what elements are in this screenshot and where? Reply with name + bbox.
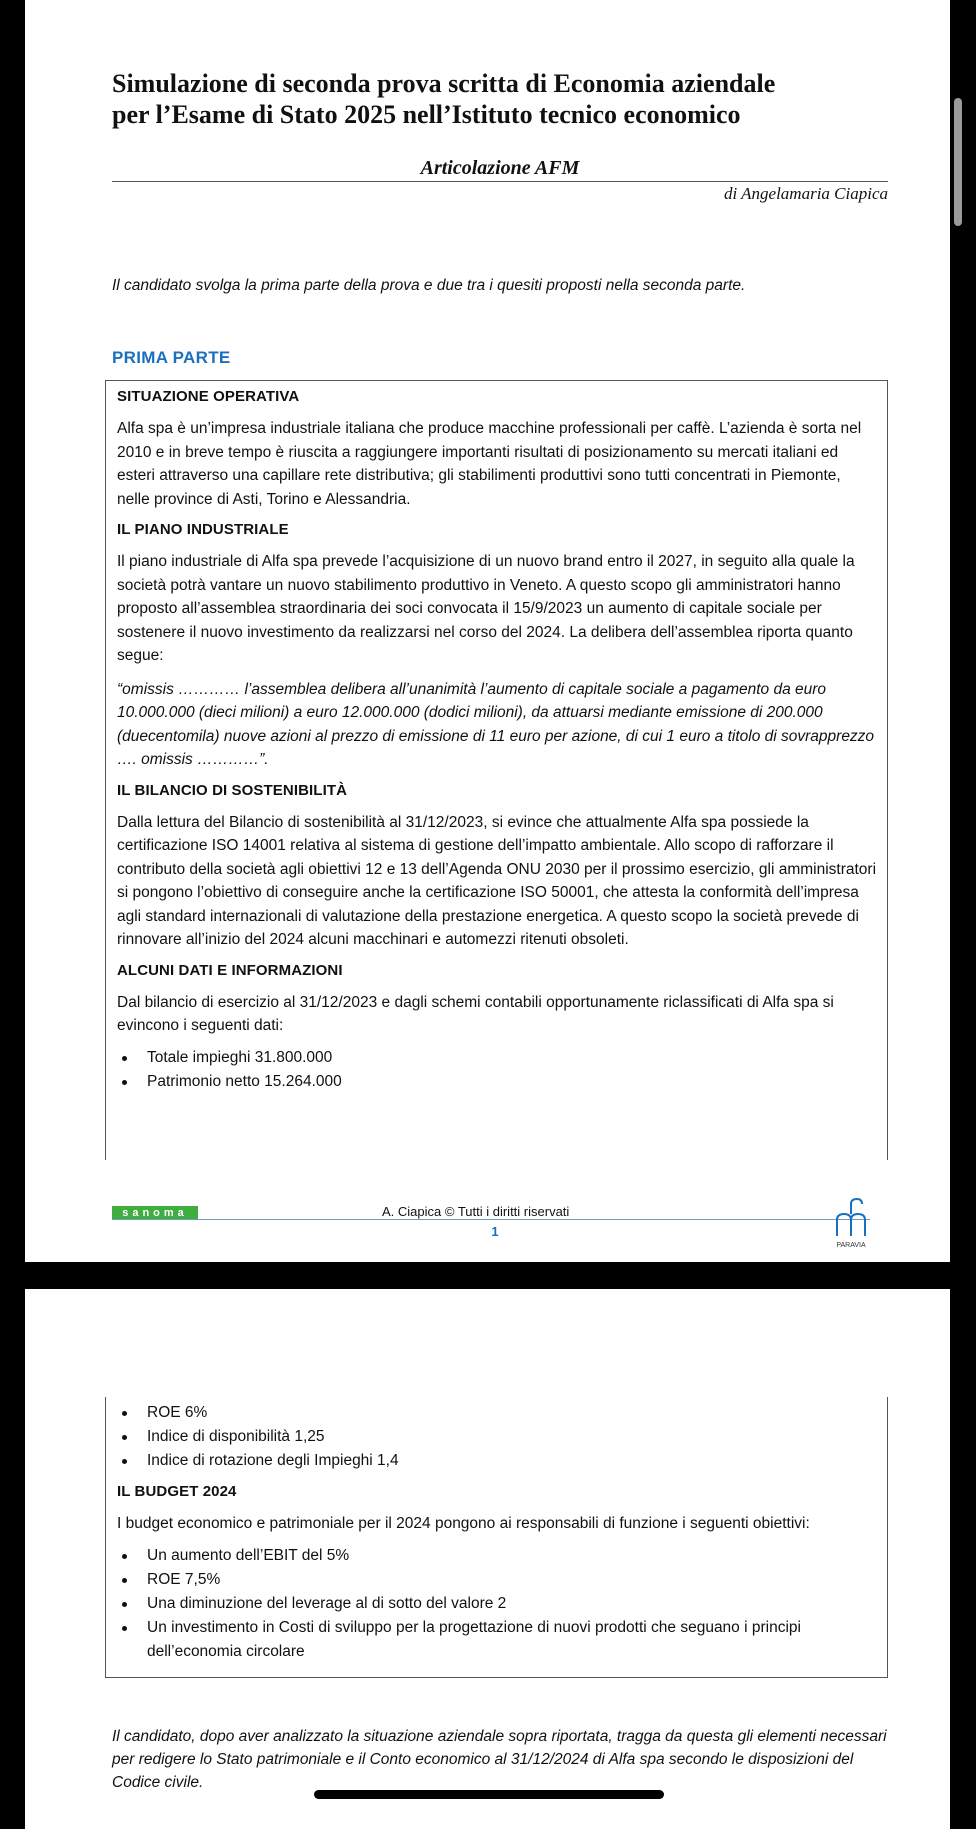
list-item: ROE 7,5%	[147, 1568, 876, 1592]
list-item: ROE 6%	[147, 1401, 876, 1425]
title-divider	[112, 181, 888, 182]
heading-dati-informazioni: ALCUNI DATI E INFORMAZIONI	[117, 961, 343, 979]
data-list-page-1	[117, 1046, 876, 1094]
scenario-box	[105, 380, 888, 1160]
page-number: 1	[491, 1224, 499, 1239]
title-line-2: per l’Esame di Stato 2025 nell’Istituto tecnico economico	[112, 100, 741, 129]
quote-delibera: “omissis ………… l’assemblea delibera all’unanimità l’aumento di capitale sociale a pagamento da euro 10.000.000 (dieci milioni) a euro 12.000.000 (dodici milioni), da attuarsi mediante emissione di 200.000 (duecentomila) nuove azioni al prezzo di emissione di 11 euro per azione, di cui 1 euro a titolo di sovrapprezzo …. omissis …………”.	[117, 680, 875, 768]
heading-piano-industriale: IL PIANO INDUSTRIALE	[117, 521, 289, 538]
paravia-logo-icon	[831, 1196, 871, 1252]
document-author: di Angelamaria Ciapica	[723, 184, 888, 203]
document-page-1	[25, 0, 950, 1262]
footer-copyright: A. Ciapica © Tutti i diritti riservati	[382, 1204, 570, 1219]
vertical-scrollbar[interactable]	[954, 98, 962, 226]
document-subtitle: Articolazione AFM	[420, 157, 580, 179]
list-item: Totale impieghi 31.800.000	[147, 1046, 876, 1070]
sanoma-logo: sanoma	[112, 1206, 198, 1220]
list-item: Un investimento in Costi di sviluppo per la progettazione di nuovi prodotti che seguano i principi dell’economia circolare	[147, 1616, 876, 1664]
title-line-1: Simulazione di seconda prova scritta di Economia aziendale	[112, 69, 776, 98]
paragraph-dati-informazioni: Dal bilancio di esercizio al 31/12/2023 e dagli schemi contabili opportunamente riclassificati di Alfa spa si evincono i seguenti dati:	[117, 993, 834, 1034]
paragraph-budget-2024: I budget economico e patrimoniale per il 2024 pongono ai responsabili di funzione i seguenti obiettivi:	[117, 1515, 810, 1532]
section-heading-prima-parte: PRIMA PARTE	[112, 348, 231, 367]
scenario-box-continued	[105, 1397, 888, 1678]
home-indicator[interactable]	[314, 1790, 664, 1799]
document-page-2	[25, 1289, 950, 1829]
closing-instructions: Il candidato, dopo aver analizzato la situazione aziendale sopra riportata, tragga da questa gli elementi necessari per redigere lo Stato patrimoniale e il Conto economico al 31/12/2024 di Alfa spa secondo le disposizioni del Codice civile.	[112, 1728, 887, 1791]
list-item: Indice di rotazione degli Impieghi 1,4	[147, 1449, 876, 1473]
list-item: Una diminuzione del leverage al di sotto del valore 2	[147, 1592, 876, 1616]
document-title	[112, 68, 872, 130]
heading-situazione-operativa: SITUAZIONE OPERATIVA	[117, 388, 300, 405]
intro-instructions: Il candidato svolga la prima parte della prova e due tra i quesiti proposti nella seconda parte.	[112, 277, 746, 294]
data-list-page-2	[117, 1397, 876, 1473]
paragraph-bilancio-sostenibilita: Dalla lettura del Bilancio di sostenibilità al 31/12/2023, si evince che attualmente Alfa spa possiede la certificazione ISO 14001 relativa al sistema di gestione dell’impatto ambientale. Allo scopo di rafforzare il contributo della società agli obiettivi 12 e 13 dell’Agenda ONU 2030 per il prossimo esercizio, gli amministratori si pongono l’obiettivo di conseguire anche la certificazione ISO 50001, che attesta la conformità dell’impresa agli standard internazionali di valutazione della prestazione energetica. A questo scopo la società prevede di rinnovare all’inizio del 2024 alcuni macchinari e automezzi ritenuti obsoleti.	[117, 813, 877, 948]
heading-bilancio-sostenibilita: IL BILANCIO DI SOSTENIBILITÀ	[117, 781, 348, 799]
list-item: Indice di disponibilità 1,25	[147, 1425, 876, 1449]
paragraph-situazione-operativa: Alfa spa è un’impresa industriale italiana che produce macchine professionali per caffè. L’azienda è sorta nel 2010 e in breve tempo è riuscita a raggiungere importanti risultati di posizionamento su mercati italiani ed esteri attraverso una capillare rete distributiva; gli stabilimenti produttivi sono tutti concentrati in Piemonte, nelle province di Asti, Torino e Alessandria.	[117, 420, 862, 508]
list-item: Patrimonio netto 15.264.000	[147, 1070, 876, 1094]
list-item: Un aumento dell’EBIT del 5%	[147, 1544, 876, 1568]
logo-text: PARAVIA	[836, 1242, 866, 1249]
paragraph-piano-industriale: Il piano industriale di Alfa spa prevede l’acquisizione di un nuovo brand entro il 2027, in seguito alla quale la società potrà vantare un nuovo stabilimento produttivo in Veneto. A questo scopo gli amministratori hanno proposto all’assemblea straordinaria dei soci convocata il 15/9/2023 un aumento di capitale sociale per sostenere il nuovo investimento da realizzarsi nel corso del 2024. La delibera dell’assemblea riporta quanto segue:	[117, 553, 855, 664]
budget-objectives-list	[117, 1544, 876, 1664]
heading-budget-2024: IL BUDGET 2024	[117, 1483, 237, 1500]
